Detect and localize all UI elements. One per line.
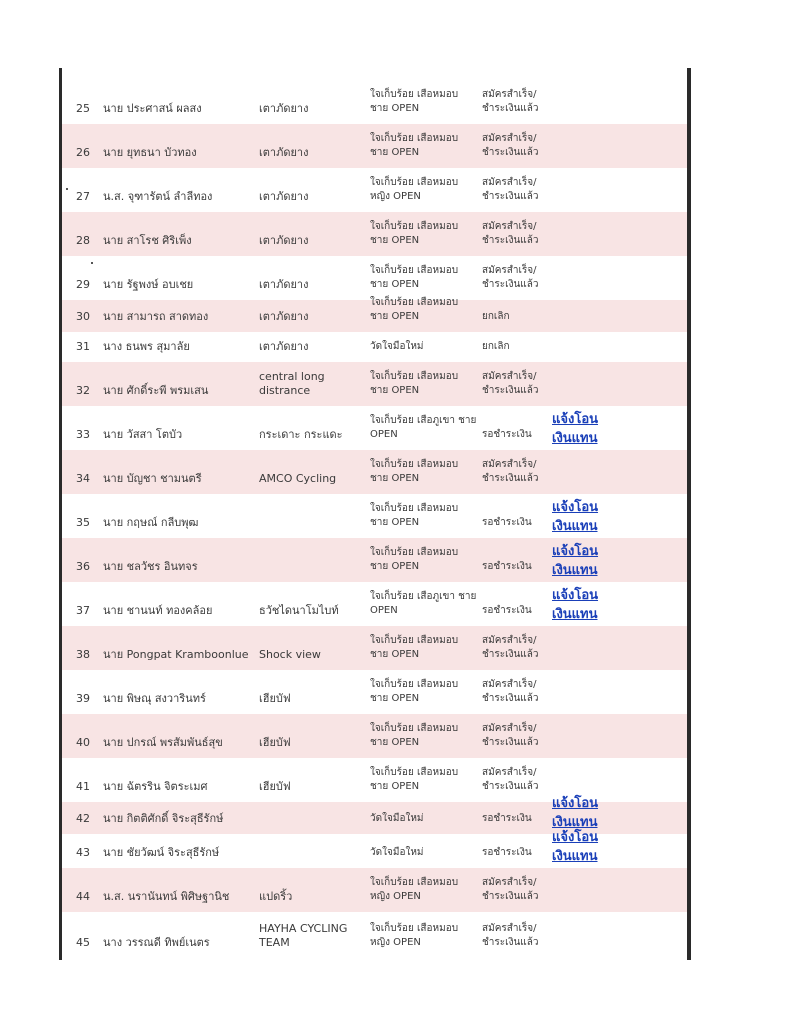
team-name: เตาภัดยาง [259, 146, 309, 159]
participant-name: นาย ฉัตรริน จิตระเมศ [103, 780, 208, 793]
payment-status: ยกเลิก [482, 341, 510, 352]
payment-status: รอชำระเงิน [482, 561, 532, 572]
table-row [62, 212, 687, 256]
payment-status: รอชำระเงิน [482, 517, 532, 528]
payment-status: สมัครสำเร็จ/ ชำระเงินแล้ว [482, 679, 539, 704]
race-category: ใจเก็บร้อย เสือหมอบ ชาย OPEN [370, 265, 459, 290]
table-row [62, 297, 687, 332]
participant-name: นาย พิษณุ สงวารินทร์ [103, 692, 206, 705]
payment-status: สมัครสำเร็จ/ ชำระเงินแล้ว [482, 133, 539, 158]
row-number: 29 [76, 278, 90, 291]
participant-name: นาย ยุทธนา บัวทอง [103, 146, 197, 159]
participant-name: นาย กฤษณ์ กลีบพุฒ [103, 516, 199, 529]
participant-name: นาย ชลวัชร อินทจร [103, 560, 198, 573]
participant-name: นาย ปกรณ์ พรสัมพันธ์สุข [103, 736, 223, 749]
scan-right-border [687, 68, 691, 960]
race-category: ใจเก็บร้อย เสือหมอบ ชาย OPEN [370, 371, 459, 396]
race-category: ใจเก็บร้อย เสือหมอบ ชาย OPEN [370, 679, 459, 704]
race-category: ใจเก็บร้อย เสือหมอบ ชาย OPEN [370, 221, 459, 246]
team-name: เฮียบัฟ [259, 736, 291, 749]
row-number: 36 [76, 560, 90, 573]
race-category: วัดใจมือใหม่ [370, 847, 424, 858]
participant-name: นาย วัสสา โตบัว [103, 428, 183, 441]
row-number: 39 [76, 692, 90, 705]
row-number: 35 [76, 516, 90, 529]
team-name: เตาภัดยาง [259, 278, 309, 291]
payment-status: รอชำระเงิน [482, 605, 532, 616]
payment-status: สมัครสำเร็จ/ ชำระเงินแล้ว [482, 177, 539, 202]
table-row [62, 332, 687, 362]
race-category: ใจเก็บร้อย เสือหมอบ ชาย OPEN [370, 635, 459, 660]
payment-status: สมัครสำเร็จ/ ชำระเงินแล้ว [482, 767, 539, 792]
participant-name: นาย รัฐพงษ์ อบเชย [103, 278, 194, 291]
table-row [62, 912, 687, 958]
participant-name: นาย ศักดิ์ระพี พรมเสน [103, 384, 209, 397]
race-category: ใจเก็บร้อย เสือหมอบ หญิง OPEN [370, 177, 459, 202]
race-category: ใจเก็บร้อย เสือหมอบ ชาย OPEN [370, 547, 459, 572]
table-row [62, 830, 687, 868]
table-row [62, 868, 687, 912]
payment-status: สมัครสำเร็จ/ ชำระเงินแล้ว [482, 723, 539, 748]
transfer-notice-link[interactable]: แจ้งโอน เงินแทน [552, 500, 599, 534]
table-row [62, 714, 687, 758]
table-row [62, 582, 687, 626]
team-name: เฮียบัฟ [259, 780, 291, 793]
race-category: ใจเก็บร้อย เสือหมอบ ชาย OPEN [370, 723, 459, 748]
transfer-notice-link[interactable]: แจ้งโอน เงินแทน [552, 796, 599, 830]
team-name: กระเดาะ กระแดะ [259, 428, 343, 441]
row-number: 37 [76, 604, 90, 617]
race-category: ใจเก็บร้อย เสือภูเขา ชาย OPEN [370, 591, 477, 616]
row-number: 41 [76, 780, 90, 793]
race-category: ใจเก็บร้อย เสือหมอบ ชาย OPEN [370, 297, 459, 322]
row-number: 31 [76, 340, 90, 353]
row-number: 44 [76, 890, 90, 903]
team-name: เตาภัดยาง [259, 310, 309, 323]
team-name: เตาภัดยาง [259, 340, 309, 353]
payment-status: สมัครสำเร็จ/ ชำระเงินแล้ว [482, 923, 539, 948]
payment-status: รอชำระเงิน [482, 429, 532, 440]
payment-status: รอชำระเงิน [482, 847, 532, 858]
team-name: เตาภัดยาง [259, 190, 309, 203]
participant-name: นาย ประศาสน์ ผลสง [103, 102, 202, 115]
table-row [62, 80, 687, 124]
table-row [62, 670, 687, 714]
table-row [62, 168, 687, 212]
race-category: วัดใจมือใหม่ [370, 341, 424, 352]
race-category: ใจเก็บร้อย เสือหมอบ หญิง OPEN [370, 877, 459, 902]
table-row [62, 538, 687, 582]
team-name: เตาภัดยาง [259, 234, 309, 247]
team-name: AMCO Cycling [259, 472, 337, 485]
participant-name: น.ส. นรานันทน์ พิศิษฐานิช [103, 890, 230, 903]
team-name: เฮียบัฟ [259, 692, 291, 705]
row-number: 27 [76, 190, 90, 203]
table-row [62, 626, 687, 670]
transfer-notice-link[interactable]: แจ้งโอน เงินแทน [552, 588, 599, 622]
race-category: ใจเก็บร้อย เสือหมอบ ชาย OPEN [370, 503, 459, 528]
row-number: 26 [76, 146, 90, 159]
row-number: 33 [76, 428, 90, 441]
participant-name: นาย บัญชา ชามนตรี [103, 472, 202, 485]
payment-status: สมัครสำเร็จ/ ชำระเงินแล้ว [482, 635, 539, 660]
race-category: ใจเก็บร้อย เสือหมอบ หญิง OPEN [370, 923, 459, 948]
row-number: 28 [76, 234, 90, 247]
participant-name: นาง ธนพร สุมาลัย [103, 340, 190, 353]
team-name: แปดริ้ว [259, 890, 293, 903]
table-row [62, 256, 687, 300]
participant-name: นาย ชานนท์ ทองคล้อย [103, 604, 213, 617]
payment-status: สมัครสำเร็จ/ ชำระเงินแล้ว [482, 89, 539, 114]
payment-status: ยกเลิก [482, 311, 510, 322]
row-number: 45 [76, 936, 90, 949]
payment-status: สมัครสำเร็จ/ ชำระเงินแล้ว [482, 459, 539, 484]
participant-name: นาย ชัยวัฒน์ จิระสุธีรักษ์ [103, 846, 220, 859]
row-number: 32 [76, 384, 90, 397]
table-row [62, 494, 687, 538]
race-category: ใจเก็บร้อย เสือหมอบ ชาย OPEN [370, 133, 459, 158]
participant-name: นาย สามารถ สาดทอง [103, 310, 209, 323]
transfer-notice-link[interactable]: แจ้งโอน เงินแทน [552, 412, 599, 446]
row-number: 40 [76, 736, 90, 749]
payment-status: รอชำระเงิน [482, 813, 532, 824]
team-name: central long distrance [259, 370, 325, 397]
participant-name: นาย กิตติศักดิ์ จิระสุธีรักษ์ [103, 812, 224, 825]
transfer-notice-link[interactable]: แจ้งโอน เงินแทน [552, 830, 599, 864]
table-row [62, 450, 687, 494]
row-number: 42 [76, 812, 90, 825]
table-row [62, 406, 687, 450]
payment-status: สมัครสำเร็จ/ ชำระเงินแล้ว [482, 265, 539, 290]
participant-name: นาย Pongpat Kramboonlue [103, 648, 249, 661]
row-number: 38 [76, 648, 90, 661]
team-name: HAYHA CYCLING TEAM [259, 922, 348, 949]
payment-status: สมัครสำเร็จ/ ชำระเงินแล้ว [482, 371, 539, 396]
participant-name: นาง วรรณดี ทิพย์เนตร [103, 936, 210, 949]
race-category: ใจเก็บร้อย เสือหมอบ ชาย OPEN [370, 767, 459, 792]
table-row [62, 362, 687, 406]
payment-status: สมัครสำเร็จ/ ชำระเงินแล้ว [482, 877, 539, 902]
table-row [62, 124, 687, 168]
race-category: วัดใจมือใหม่ [370, 813, 424, 824]
team-name: ธวัชไดนาโมไบท์ [259, 604, 339, 617]
team-name: เตาภัดยาง [259, 102, 309, 115]
race-category: ใจเก็บร้อย เสือหมอบ ชาย OPEN [370, 89, 459, 114]
participant-name: นาย สาโรช ศิริเพ็ง [103, 234, 192, 247]
row-number: 25 [76, 102, 90, 115]
transfer-notice-link[interactable]: แจ้งโอน เงินแทน [552, 544, 599, 578]
race-category: ใจเก็บร้อย เสือหมอบ ชาย OPEN [370, 459, 459, 484]
row-number: 30 [76, 310, 90, 323]
row-number: 43 [76, 846, 90, 859]
payment-status: สมัครสำเร็จ/ ชำระเงินแล้ว [482, 221, 539, 246]
row-number: 34 [76, 472, 90, 485]
participant-name: น.ส. จุฑารัตน์ ลำลีทอง [103, 190, 213, 203]
team-name: Shock view [259, 648, 321, 661]
race-category: ใจเก็บร้อย เสือภูเขา ชาย OPEN [370, 415, 477, 440]
